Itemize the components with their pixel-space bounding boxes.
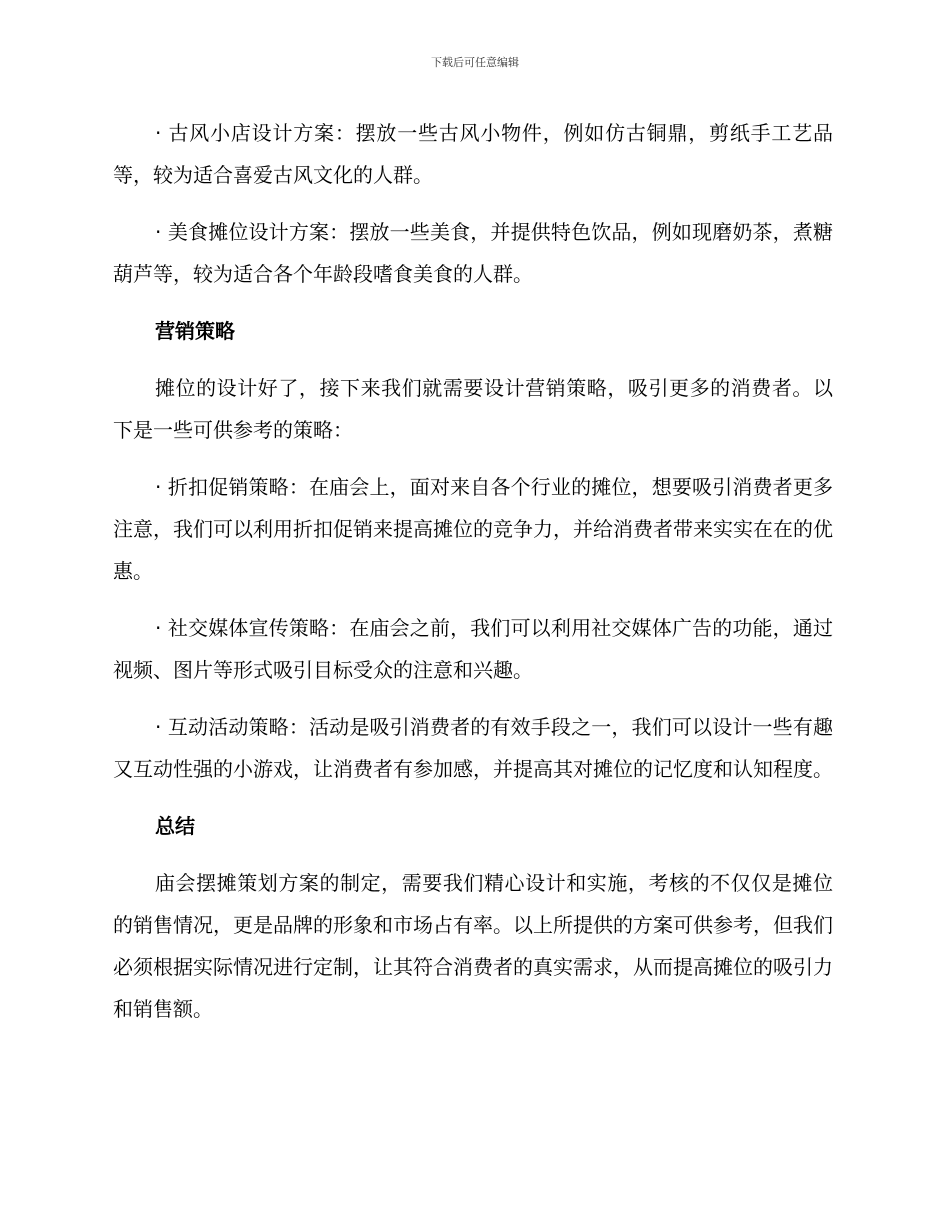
paragraph-interactive-strategy: · 互动活动策略：活动是吸引消费者的有效手段之一，我们可以设计一些有趣又互动性强的小游戏，让消费者有参加感，并提高其对摊位的记忆度和认知程度。 — [113, 715, 833, 781]
paragraph-ancient-shop-design: · 古风小店设计方案：摆放一些古风小物件，例如仿古铜鼎，剪纸手工艺品等，较为适合喜爱古风文化的人群。 — [113, 121, 833, 187]
section-heading-marketing: 营销策略 — [155, 319, 235, 343]
paragraph-discount-strategy: · 折扣促销策略：在庙会上，面对来自各个行业的摊位，想要吸引消费者更多注意，我们可以利用折扣促销来提高摊位的竞争力，并给消费者带来实实在在的优惠。 — [113, 475, 833, 583]
document-body — [113, 112, 833, 1045]
section-heading-summary: 总结 — [155, 814, 195, 838]
paragraph-marketing-intro: 摊位的设计好了，接下来我们就需要设计营销策略，吸引更多的消费者。以下是一些可供参考的策略： — [113, 376, 833, 442]
paragraph-food-stall-design: · 美食摊位设计方案：摆放一些美食，并提供特色饮品，例如现磨奶茶，煮糖葫芦等，较为适合各个年龄段嗜食美食的人群。 — [113, 220, 833, 286]
paragraph-summary: 庙会摆摊策划方案的制定，需要我们精心设计和实施，考核的不仅仅是摊位的销售情况，更是品牌的形象和市场占有率。以上所提供的方案可供参考，但我们必须根据实际情况进行定制，让其符合消费者的真实需求，从而提高摊位的吸引力和销售额。 — [113, 871, 833, 1021]
paragraph-social-media-strategy: · 社交媒体宣传策略：在庙会之前，我们可以利用社交媒体广告的功能，通过视频、图片等形式吸引目标受众的注意和兴趣。 — [113, 616, 833, 682]
header-note: 下载后可任意编辑 — [431, 56, 519, 69]
